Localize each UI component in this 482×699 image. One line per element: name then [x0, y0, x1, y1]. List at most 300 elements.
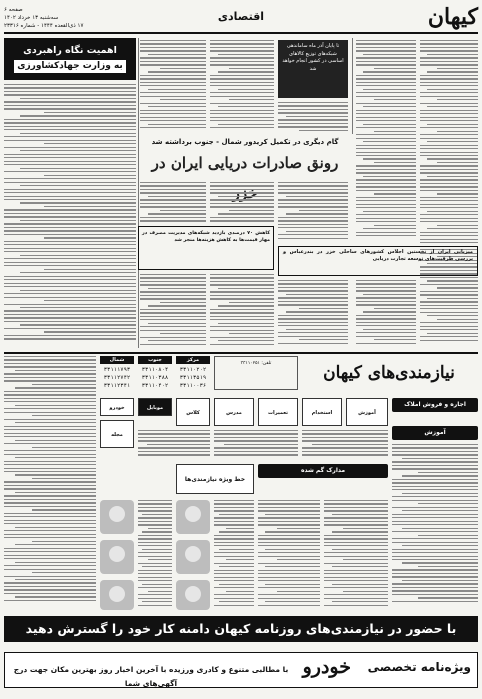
- article-column: [140, 40, 206, 134]
- text-line: [363, 89, 416, 90]
- text-line: [278, 238, 348, 239]
- text-line: [356, 190, 416, 191]
- text-line: [392, 576, 478, 577]
- ad-text: [324, 500, 388, 610]
- ad-photo: [176, 540, 210, 574]
- text-line: [138, 538, 172, 539]
- text-line: [4, 154, 136, 155]
- text-line: [420, 57, 478, 58]
- text-line: [278, 220, 348, 221]
- text-line: [214, 598, 254, 599]
- text-line: [140, 309, 206, 310]
- text-line: [427, 158, 478, 159]
- category-band: آموزش: [392, 426, 478, 440]
- text-line: [4, 429, 96, 430]
- text-line: [210, 85, 274, 86]
- text-line: [224, 444, 298, 445]
- text-line: [140, 75, 206, 76]
- text-line: [356, 207, 416, 208]
- text-line: [418, 597, 478, 598]
- text-line: [214, 430, 298, 431]
- text-line: [324, 552, 388, 553]
- text-line: [214, 552, 254, 553]
- text-line: [15, 440, 96, 441]
- highlight-text: تا پایان آذر ماه ساماندهی شبکه‌های توزیع کالاهای اساسی در کشور انجام خواهد شد: [282, 43, 344, 72]
- text-line: [420, 117, 478, 118]
- text-line: [140, 40, 206, 41]
- text-line: [140, 330, 206, 331]
- text-line: [392, 601, 478, 602]
- text-line: [138, 521, 172, 522]
- text-line: [4, 377, 96, 378]
- text-line: [392, 521, 478, 522]
- text-line: [4, 293, 136, 294]
- text-line: [210, 337, 274, 338]
- text-line: [392, 552, 478, 553]
- text-line: [356, 172, 416, 173]
- text-line: [324, 573, 388, 574]
- text-line: [4, 119, 136, 120]
- text-line: [210, 274, 274, 275]
- text-line: [343, 528, 388, 529]
- text-line: [218, 323, 274, 324]
- text-line: [356, 92, 416, 93]
- text-line: [356, 283, 416, 284]
- text-line: [278, 112, 348, 113]
- text-line: [356, 117, 416, 118]
- quote-box: [278, 246, 478, 276]
- text-line: [278, 332, 348, 333]
- text-line: [258, 594, 320, 595]
- text-line: [138, 447, 210, 448]
- text-line: [392, 514, 478, 515]
- text-line: [210, 199, 274, 200]
- text-line: [420, 148, 478, 149]
- text-line: [4, 283, 136, 284]
- text-line: [20, 255, 136, 256]
- phone-number: ۳۳۱۱۲۷۴۲: [103, 375, 131, 381]
- text-line: [15, 562, 96, 563]
- phone-number: ۳۳۱۱۰۲۰۲: [179, 367, 207, 373]
- text-line: [4, 338, 136, 339]
- text-line: [148, 288, 206, 289]
- text-line: [210, 203, 274, 204]
- text-line: [160, 333, 206, 334]
- text-line: [392, 461, 478, 462]
- text-line: [420, 242, 478, 243]
- article-column: [356, 280, 416, 348]
- text-line: [140, 281, 206, 282]
- ad-text: [214, 500, 254, 610]
- text-line: [363, 124, 416, 125]
- text-line: [4, 171, 136, 172]
- text-line: [402, 545, 478, 546]
- text-line: [138, 598, 172, 599]
- text-line: [437, 131, 478, 132]
- text-line: [148, 71, 206, 72]
- text-line: [302, 437, 388, 438]
- text-line: [356, 103, 416, 104]
- text-line: [4, 380, 96, 381]
- text-line: [4, 317, 136, 318]
- text-line: [4, 488, 96, 489]
- text-line: [138, 545, 172, 546]
- text-line: [226, 591, 254, 592]
- text-line: [44, 143, 136, 144]
- text-line: [214, 524, 254, 525]
- text-line: [218, 305, 274, 306]
- text-line: [332, 514, 388, 515]
- text-line: [219, 531, 254, 532]
- text-line: [138, 503, 172, 504]
- text-line: [420, 235, 478, 236]
- text-line: [210, 120, 274, 121]
- page-header: [4, 4, 478, 34]
- text-line: [4, 223, 136, 224]
- ad-cell: کلاس: [176, 398, 210, 426]
- text-line: [138, 454, 210, 455]
- text-line: [20, 168, 136, 169]
- text-line: [356, 232, 416, 233]
- text-line: [140, 189, 206, 190]
- text-line: [392, 573, 478, 574]
- text-line: [15, 474, 96, 475]
- text-line: [140, 192, 206, 193]
- text-line: [214, 507, 254, 508]
- text-line: [363, 141, 416, 142]
- text-line: [140, 298, 206, 299]
- text-line: [278, 318, 348, 319]
- text-line: [4, 108, 136, 109]
- text-line: [218, 54, 274, 55]
- text-line: [392, 486, 478, 487]
- article-column: [278, 280, 348, 348]
- text-line: [420, 47, 478, 48]
- text-line: [20, 307, 136, 308]
- text-line: [4, 468, 96, 469]
- text-line: [32, 541, 96, 542]
- text-line: [44, 112, 136, 113]
- text-line: [4, 297, 136, 298]
- text-line: [374, 193, 416, 194]
- text-line: [4, 126, 136, 127]
- text-line: [4, 164, 136, 165]
- quote-text: کاهش ۷۰ درصدی بازدید شبکه‌های مدیریت مصرف در مهار قیمت‌ها به کاهش هزینه‌ها منجر شد: [142, 231, 270, 243]
- text-line: [210, 50, 274, 51]
- text-line: [229, 302, 274, 303]
- text-line: [138, 517, 172, 518]
- text-line: [138, 437, 210, 438]
- text-line: [356, 218, 416, 219]
- text-line: [140, 206, 206, 207]
- text-line: [4, 230, 136, 231]
- text-line: [4, 265, 136, 266]
- text-line: [278, 206, 348, 207]
- text-line: [214, 577, 254, 578]
- text-line: [226, 559, 254, 560]
- text-line: [210, 295, 274, 296]
- text-line: [4, 91, 136, 92]
- text-line: [420, 277, 478, 278]
- text-line: [4, 84, 136, 85]
- text-line: [4, 565, 96, 566]
- promo-brand: خودرو: [302, 656, 351, 678]
- text-line: [214, 563, 254, 564]
- text-line: [324, 556, 388, 557]
- text-line: [258, 521, 320, 522]
- text-line: [356, 152, 416, 153]
- text-line: [4, 192, 136, 193]
- text-line: [148, 54, 206, 55]
- text-line: [392, 482, 478, 483]
- text-line: [258, 577, 320, 578]
- text-line: [278, 315, 348, 316]
- text-line: [324, 521, 388, 522]
- text-line: [258, 598, 320, 599]
- text-line: [15, 579, 96, 580]
- text-line: [4, 234, 136, 235]
- quote-box: [138, 226, 274, 270]
- text-line: [4, 436, 96, 437]
- text-line: [374, 162, 416, 163]
- text-line: [148, 528, 172, 529]
- text-line: [219, 584, 254, 585]
- text-line: [4, 335, 136, 336]
- text-line: [138, 430, 210, 431]
- text-line: [418, 535, 478, 536]
- text-line: [140, 274, 206, 275]
- text-line: [4, 506, 96, 507]
- text-line: [214, 535, 254, 536]
- text-line: [302, 430, 388, 431]
- text-line: [214, 521, 254, 522]
- text-line: [278, 283, 348, 284]
- text-line: [4, 304, 136, 305]
- text-line: [229, 68, 274, 69]
- text-line: [278, 234, 348, 235]
- text-line: [138, 587, 172, 588]
- text-line: [420, 152, 478, 153]
- text-line: [356, 332, 416, 333]
- text-line: [392, 479, 478, 480]
- text-line: [420, 110, 478, 111]
- text-line: [140, 319, 206, 320]
- text-line: [4, 105, 136, 106]
- text-line: [148, 213, 206, 214]
- text-line: [356, 57, 416, 58]
- text-line: [140, 85, 206, 86]
- ad-text: [138, 500, 172, 610]
- text-line: [265, 584, 320, 585]
- text-line: [20, 133, 136, 134]
- text-line: [258, 556, 320, 557]
- text-line: [140, 92, 206, 93]
- text-line: [324, 517, 388, 518]
- text-line: [4, 182, 136, 183]
- text-line: [210, 291, 274, 292]
- text-line: [218, 89, 274, 90]
- text-line: [20, 98, 136, 99]
- text-line: [363, 228, 416, 229]
- text-line: [214, 594, 254, 595]
- text-line: [356, 200, 416, 201]
- text-line: [356, 169, 416, 170]
- text-line: [140, 316, 206, 317]
- text-line: [4, 241, 136, 242]
- text-line: [4, 199, 136, 200]
- text-line: [214, 433, 298, 434]
- text-line: [420, 329, 478, 330]
- phone-number: ۳۳۱۱۰۰۳۶: [179, 383, 207, 389]
- page-info: [4, 6, 83, 30]
- text-line: [265, 514, 320, 515]
- text-line: [278, 105, 348, 106]
- lead-column: [210, 182, 274, 224]
- text-line: [4, 502, 96, 503]
- text-line: [140, 43, 206, 44]
- text-line: [363, 71, 416, 72]
- ad-text: [138, 430, 210, 460]
- text-line: [140, 113, 206, 114]
- text-line: [20, 324, 136, 325]
- text-line: [160, 210, 206, 211]
- text-line: [427, 71, 478, 72]
- text-line: [4, 450, 96, 451]
- text-line: [356, 186, 416, 187]
- text-line: [4, 600, 96, 601]
- text-line: [363, 158, 416, 159]
- text-line: [140, 217, 206, 218]
- issue-line: ۱۷ ذی‌القعده ۱۴۴۴ - شماره ۲۳۳۱۶: [4, 23, 84, 29]
- text-line: [356, 179, 416, 180]
- text-line: [286, 294, 348, 295]
- text-line: [210, 96, 274, 97]
- text-line: [4, 391, 96, 392]
- text-line: [420, 138, 478, 139]
- column-rule: [352, 38, 353, 134]
- text-line: [214, 500, 254, 501]
- text-line: [4, 366, 96, 367]
- text-line: [392, 594, 478, 595]
- text-line: [258, 500, 320, 501]
- text-line: [278, 280, 348, 281]
- text-line: [356, 318, 416, 319]
- text-line: [140, 64, 206, 65]
- text-line: [363, 211, 416, 212]
- text-line: [4, 276, 136, 277]
- text-line: [420, 82, 478, 83]
- text-line: [420, 322, 478, 323]
- text-line: [258, 552, 320, 553]
- text-line: [4, 551, 96, 552]
- text-line: [4, 398, 96, 399]
- text-line: [324, 535, 388, 536]
- text-line: [15, 422, 96, 423]
- text-line: [210, 47, 274, 48]
- text-line: [148, 323, 206, 324]
- text-line: [299, 339, 348, 340]
- text-line: [142, 584, 172, 585]
- text-line: [4, 548, 96, 549]
- text-line: [324, 587, 388, 588]
- column-rule: [138, 38, 139, 348]
- text-line: [20, 290, 136, 291]
- text-line: [420, 92, 478, 93]
- promo-banner: با حضور در نیازمندی‌های روزنامه کیهان دامنه کار خود را گسترش دهید: [4, 616, 478, 642]
- text-line: [4, 216, 136, 217]
- text-line: [418, 566, 478, 567]
- text-line: [402, 493, 478, 494]
- text-line: [20, 272, 136, 273]
- text-line: [420, 40, 478, 41]
- text-line: [427, 280, 478, 281]
- text-line: [4, 495, 96, 496]
- text-line: [420, 200, 478, 201]
- text-line: [32, 478, 96, 479]
- text-line: [210, 284, 274, 285]
- text-line: [418, 503, 478, 504]
- ad-photo: [100, 580, 134, 610]
- phone-number: ۳۳۱۱۰۸۰۴: [141, 367, 169, 373]
- text-line: [4, 251, 136, 252]
- text-line: [148, 305, 206, 306]
- text-line: [4, 262, 136, 263]
- ad-cell: آموزش: [346, 398, 388, 426]
- text-line: [4, 161, 136, 162]
- text-line: [278, 185, 348, 186]
- text-line: [4, 328, 136, 329]
- text-line: [420, 64, 478, 65]
- text-line: [324, 500, 388, 501]
- text-line: [140, 117, 206, 118]
- text-line: [226, 528, 254, 529]
- text-line: [356, 64, 416, 65]
- text-line: [299, 130, 348, 131]
- text-line: [356, 304, 416, 305]
- ad-photo: [100, 500, 134, 534]
- text-line: [140, 312, 206, 313]
- text-line: [332, 549, 388, 550]
- lead-kicker: گام دیگری در تکمیل کریدور شمال - جنوب برداشته شد: [151, 138, 339, 146]
- quote-text: میزبانی ایران از نخستین اجلاس کشورهای ساحلی خزر در بندرعباس و بررسی ظرفیت‌های توسعه تجارت دریایی: [283, 249, 473, 263]
- phone-number: ۳۳۱۱۳۵۱۹: [179, 375, 207, 381]
- article-column: [210, 274, 274, 348]
- text-line: [278, 192, 348, 193]
- text-line: [420, 239, 478, 240]
- text-line: [44, 331, 136, 332]
- text-line: [427, 124, 478, 125]
- text-line: [420, 120, 478, 121]
- text-line: [15, 527, 96, 528]
- text-line: [138, 573, 172, 574]
- text-line: [420, 78, 478, 79]
- text-line: [214, 538, 254, 539]
- text-line: [138, 605, 172, 606]
- text-line: [214, 517, 254, 518]
- text-line: [356, 40, 416, 41]
- text-line: [420, 336, 478, 337]
- text-line: [4, 310, 136, 311]
- text-line: [140, 291, 206, 292]
- text-line: [278, 336, 348, 337]
- text-line: [210, 182, 274, 183]
- text-line: [20, 115, 136, 116]
- text-line: [4, 189, 136, 190]
- text-line: [258, 510, 320, 511]
- ad-photo: [176, 500, 210, 534]
- text-line: [278, 290, 348, 291]
- text-line: [138, 552, 172, 553]
